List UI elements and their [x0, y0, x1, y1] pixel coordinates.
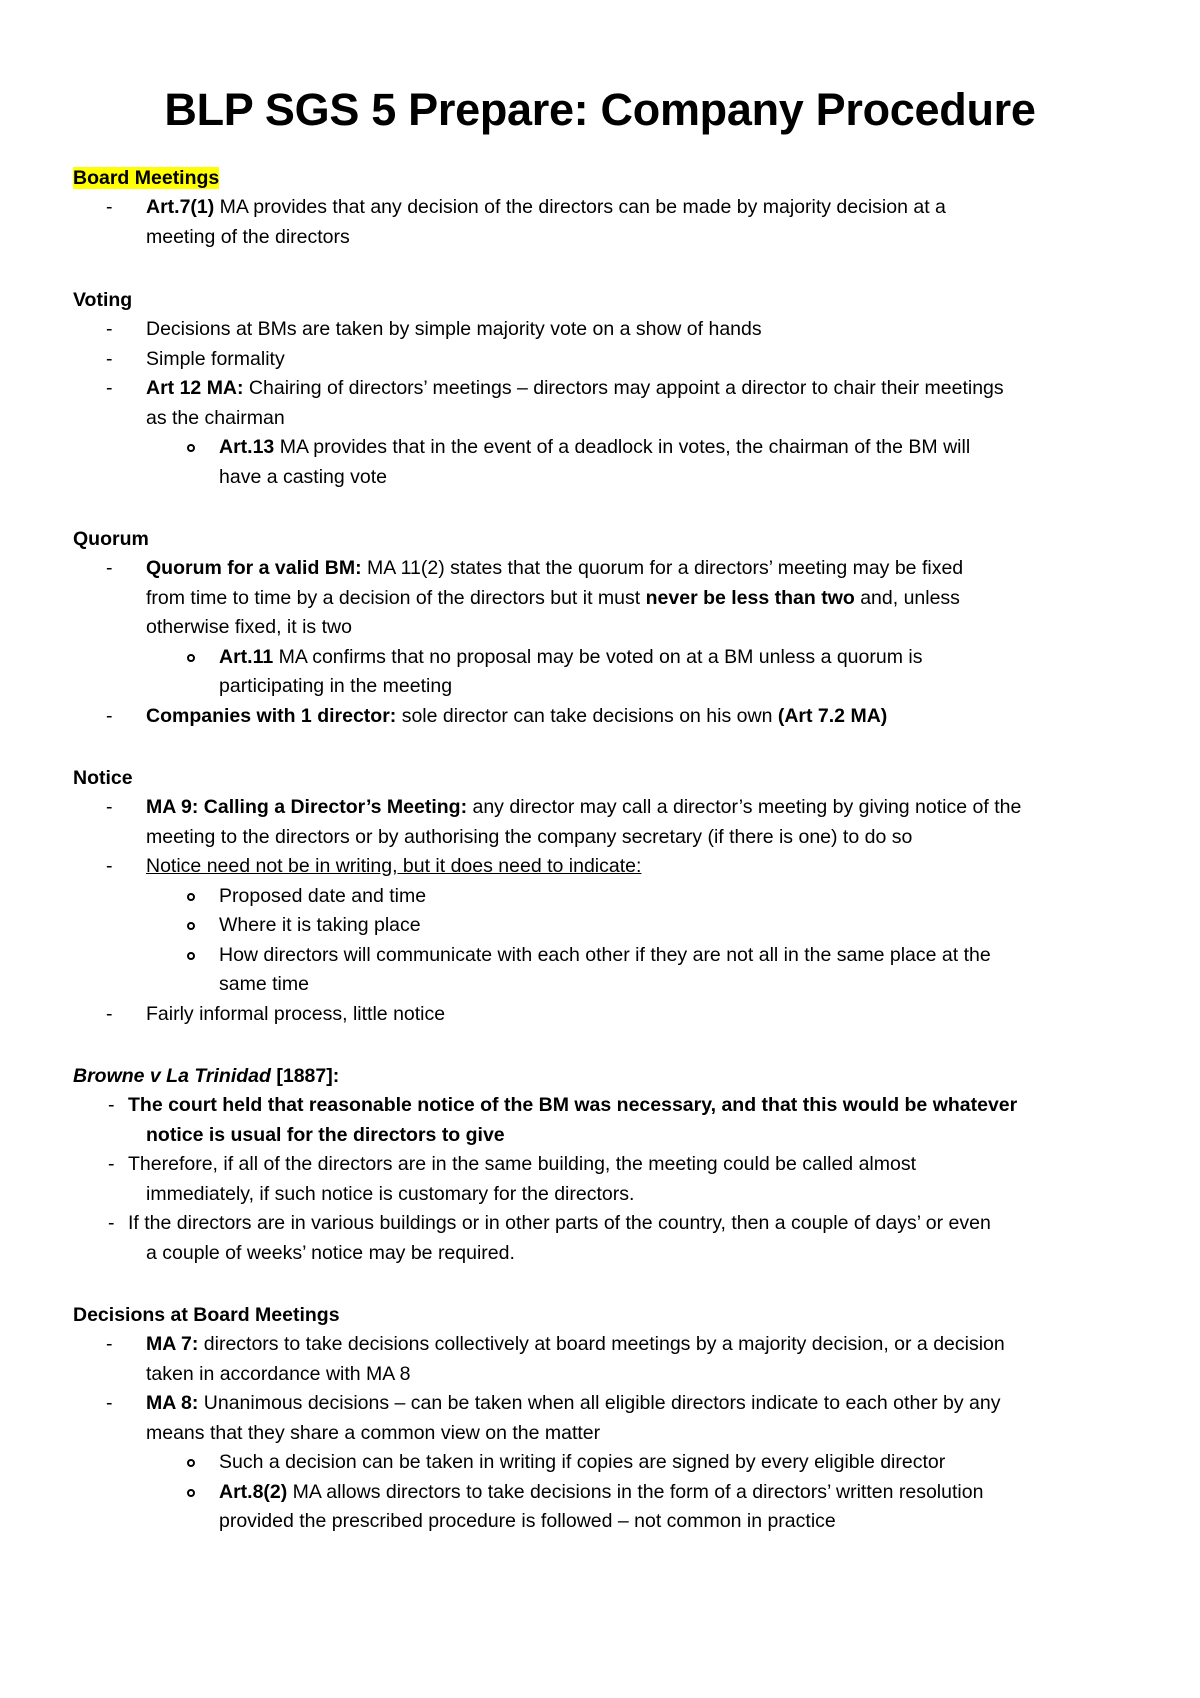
- section-heading: Notice: [73, 767, 133, 789]
- section-heading: [73, 163, 1153, 193]
- list-item: [73, 702, 1153, 732]
- bold-text: MA 7:: [146, 1333, 199, 1355]
- section-heading: [73, 1061, 1153, 1091]
- dash-bullet: -: [106, 347, 113, 370]
- item-text-cont: meeting of the directors: [146, 225, 350, 248]
- item-text: Such a decision can be taken in writing if copies are signed by every eligible director: [219, 1451, 946, 1473]
- list-item: [73, 315, 1153, 345]
- item-text: directors to take decisions collectively at board meetings by a majority decision, or a decision: [198, 1333, 1005, 1355]
- circle-bullet-icon: [187, 952, 195, 960]
- circle-bullet-icon: [187, 1459, 195, 1467]
- circle-bullet-icon: [187, 1489, 195, 1497]
- bold-text: Art.13: [219, 436, 275, 458]
- dash-bullet: -: [106, 318, 113, 340]
- item-text: MA provides that in the event of a deadlock in votes, the chairman of the BM will: [274, 436, 971, 458]
- sub-list-item: [73, 1478, 1153, 1537]
- dash-bullet: -: [106, 1002, 113, 1025]
- dash-bullet: -: [106, 855, 113, 877]
- item-text-cont: as the chairman: [146, 406, 285, 429]
- sub-list-item: [73, 882, 1153, 912]
- bold-text: The court held that reasonable notice of the BM was necessary, and that this would be whatever: [128, 1094, 1018, 1116]
- bold-text: Art.11: [219, 645, 274, 668]
- circle-bullet-icon: [187, 444, 195, 452]
- item-text-cont: means that they share a common view on the matter: [146, 1421, 601, 1444]
- section-quorum: [73, 524, 1153, 731]
- section-heading: Decisions at Board Meetings: [73, 1304, 340, 1326]
- circle-bullet-icon: [187, 654, 195, 662]
- item-text: If the directors are in various buildings or in other parts of the country, then a couple of days’ or even: [128, 1212, 991, 1234]
- item-text-cont: taken in accordance with MA 8: [146, 1362, 411, 1385]
- bold-text: (Art 7.2 MA): [777, 704, 888, 727]
- case-name: Browne v La Trinidad: [73, 1065, 271, 1087]
- page-title: BLP SGS 5 Prepare: Company Procedure: [164, 84, 1036, 135]
- section-notice: [73, 763, 1153, 1029]
- sub-list-item: [73, 941, 1153, 1000]
- item-text: Chairing of directors’ meetings – directors may appoint a director to chair their meetings: [243, 377, 1004, 399]
- item-text: How directors will communicate with each other if they are not all in the same place at the: [219, 943, 991, 966]
- item-text-cont: have a casting vote: [219, 465, 388, 488]
- list-item: [73, 1389, 1153, 1448]
- section-heading: Voting: [73, 289, 133, 311]
- dash-bullet: -: [106, 796, 113, 818]
- dash-bullet: -: [106, 557, 113, 579]
- item-text: MA confirms that no proposal may be voted on at a BM unless a quorum is: [273, 645, 923, 668]
- section-decisions: [73, 1300, 1153, 1537]
- sub-list-item: [73, 433, 1153, 492]
- list-item: [73, 793, 1153, 852]
- list-item: [73, 193, 1153, 252]
- dash-bullet: -: [106, 1333, 113, 1355]
- bold-text: MA 8:: [146, 1392, 199, 1414]
- item-text-cont: same time: [219, 973, 309, 995]
- item-text: Decisions at BMs are taken by simple majority vote on a show of hands: [146, 318, 762, 340]
- bold-text: MA 9: Calling a Director’s Meeting:: [146, 796, 468, 818]
- dash-bullet: -: [106, 377, 113, 399]
- item-text-cont: [146, 584, 1153, 614]
- item-text-cont: otherwise fixed, it is two: [146, 616, 352, 638]
- sub-list-item: [73, 911, 1153, 941]
- list-item: [73, 1000, 1153, 1030]
- item-text-cont: participating in the meeting: [219, 675, 453, 697]
- dash-bullet: -: [106, 704, 113, 727]
- section-voting: [73, 285, 1153, 492]
- list-item: [73, 374, 1153, 433]
- sub-list-item: [73, 1448, 1153, 1478]
- bold-text-cont: notice is usual for the directors to give: [146, 1123, 505, 1146]
- bold-text: Art.8(2): [219, 1480, 288, 1503]
- circle-bullet-icon: [187, 922, 195, 930]
- item-text: from time to time by a decision of the directors but it must: [146, 586, 646, 609]
- list-item: [73, 1150, 1153, 1209]
- item-text: Proposed date and time: [219, 884, 427, 907]
- item-text: MA allows directors to take decisions in the form of a directors’ written resolution: [287, 1480, 984, 1503]
- item-text: MA provides that any decision of the directors can be made by majority decision at a: [214, 196, 946, 218]
- item-text: Where it is taking place: [219, 914, 421, 936]
- sub-list-item: [73, 643, 1153, 702]
- bold-text: never be less than two: [645, 586, 855, 609]
- item-text: Therefore, if all of the directors are in the same building, the meeting could be called almost: [128, 1153, 917, 1175]
- bold-text: Art 12 MA:: [146, 377, 244, 399]
- highlighted-heading: Board Meetings: [73, 167, 220, 189]
- list-item: [73, 345, 1153, 375]
- bold-text: Art.7(1): [146, 196, 215, 218]
- bold-text: Quorum for a valid BM:: [146, 557, 362, 579]
- list-item: [73, 1209, 1153, 1268]
- dash-bullet: -: [108, 1094, 115, 1116]
- item-text: and, unless: [854, 586, 960, 609]
- dash-bullet: -: [106, 196, 113, 218]
- item-text: MA 11(2) states that the quorum for a directors’ meeting may be fixed: [361, 557, 964, 579]
- bold-text: Companies with 1 director:: [146, 704, 397, 727]
- item-text: Fairly informal process, little notice: [146, 1002, 446, 1025]
- item-text-cont: immediately, if such notice is customary for the directors.: [146, 1182, 635, 1205]
- item-text-cont: provided the prescribed procedure is followed – not common in practice: [219, 1510, 836, 1532]
- item-text: sole director can take decisions on his own: [396, 704, 778, 727]
- section-browne-case: [73, 1061, 1153, 1268]
- item-text: Simple formality: [146, 347, 285, 370]
- item-text: any director may call a director’s meeting by giving notice of the: [467, 796, 1022, 818]
- item-text-cont: meeting to the directors or by authorising the company secretary (if there is one) to do so: [146, 825, 913, 848]
- list-item: [73, 1091, 1153, 1150]
- list-item: [73, 852, 1153, 882]
- underlined-text: Notice need not be in writing, but it does need to indicate:: [146, 855, 642, 877]
- dash-bullet: -: [108, 1212, 115, 1234]
- case-year: [1887]:: [270, 1065, 340, 1087]
- dash-bullet: -: [106, 1392, 113, 1414]
- item-text: Unanimous decisions – can be taken when all eligible directors indicate to each other by any: [198, 1392, 1001, 1414]
- section-heading: Quorum: [73, 528, 149, 550]
- list-item: [73, 554, 1153, 643]
- list-item: [73, 1330, 1153, 1389]
- item-text-cont: a couple of weeks’ notice may be required.: [146, 1241, 515, 1264]
- section-board-meetings: [73, 163, 1153, 252]
- dash-bullet: -: [108, 1153, 115, 1175]
- circle-bullet-icon: [187, 893, 195, 901]
